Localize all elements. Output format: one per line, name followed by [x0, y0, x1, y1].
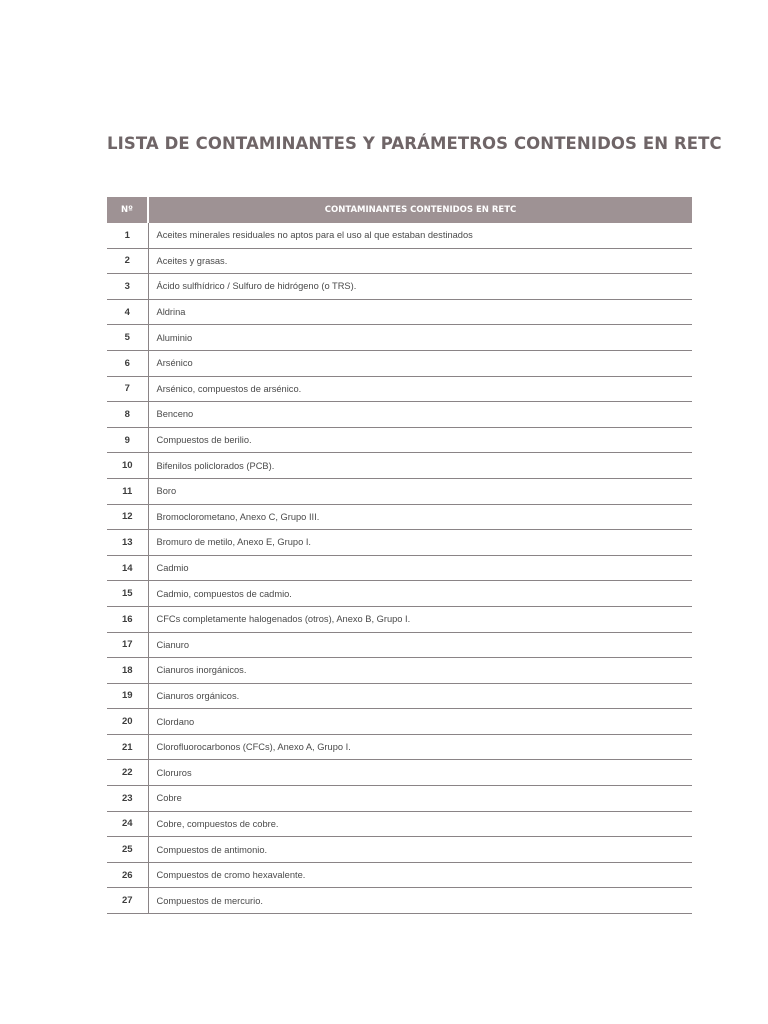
table-row: [107, 632, 692, 658]
table-row: [107, 350, 692, 376]
pollutant-name: Compuestos de berilio.: [148, 427, 692, 453]
row-number: 6: [107, 350, 148, 376]
row-number: 18: [107, 658, 148, 684]
table-row: [107, 555, 692, 581]
table-row: [107, 606, 692, 632]
table-body: [107, 223, 692, 914]
pollutant-name: Cadmio: [148, 555, 692, 581]
table-row: [107, 427, 692, 453]
pollutant-name: Cianuros orgánicos.: [148, 683, 692, 709]
table-row: [107, 658, 692, 684]
pollutant-name: Compuestos de cromo hexavalente.: [148, 862, 692, 888]
row-number: 11: [107, 478, 148, 504]
row-number: 7: [107, 376, 148, 402]
header-number: Nº: [107, 197, 148, 223]
pollutant-name: Compuestos de antimonio.: [148, 837, 692, 863]
table-row: [107, 734, 692, 760]
pollutant-name: Boro: [148, 478, 692, 504]
row-number: 25: [107, 837, 148, 863]
table-row: [107, 709, 692, 735]
pollutant-name: Bromuro de metilo, Anexo E, Grupo I.: [148, 530, 692, 556]
table-row: [107, 376, 692, 402]
pollutant-name: Compuestos de mercurio.: [148, 888, 692, 914]
row-number: 26: [107, 862, 148, 888]
table-row: [107, 402, 692, 428]
table-row: [107, 683, 692, 709]
table-row: [107, 223, 692, 248]
table-row: [107, 837, 692, 863]
table-row: [107, 786, 692, 812]
row-number: 15: [107, 581, 148, 607]
table-row: [107, 325, 692, 351]
row-number: 16: [107, 606, 148, 632]
pollutant-name: Aldrina: [148, 299, 692, 325]
pollutant-name: Clorofluorocarbonos (CFCs), Anexo A, Grupo I.: [148, 734, 692, 760]
table-row: [107, 478, 692, 504]
table-header: [107, 197, 692, 223]
pollutant-name: Arsénico, compuestos de arsénico.: [148, 376, 692, 402]
pollutant-name: Arsénico: [148, 350, 692, 376]
row-number: 8: [107, 402, 148, 428]
pollutant-name: Aceites y grasas.: [148, 248, 692, 274]
table-row: [107, 453, 692, 479]
pollutant-name: Cobre: [148, 786, 692, 812]
pollutant-name: Cloruros: [148, 760, 692, 786]
row-number: 9: [107, 427, 148, 453]
table-row: [107, 299, 692, 325]
table-row: [107, 248, 692, 274]
page-title: LISTA DE CONTAMINANTES Y PARÁMETROS CONTENIDOS EN RETC: [107, 134, 722, 153]
row-number: 23: [107, 786, 148, 812]
row-number: 19: [107, 683, 148, 709]
pollutant-name: Benceno: [148, 402, 692, 428]
row-number: 20: [107, 709, 148, 735]
row-number: 27: [107, 888, 148, 914]
row-number: 13: [107, 530, 148, 556]
table-row: [107, 504, 692, 530]
table-row: [107, 888, 692, 914]
table-row: [107, 811, 692, 837]
row-number: 12: [107, 504, 148, 530]
pollutant-name: Bromoclorometano, Anexo C, Grupo III.: [148, 504, 692, 530]
row-number: 10: [107, 453, 148, 479]
pollutant-name: Bifenilos policlorados (PCB).: [148, 453, 692, 479]
row-number: 24: [107, 811, 148, 837]
pollutant-name: Cianuros inorgánicos.: [148, 658, 692, 684]
header-pollutant: CONTAMINANTES CONTENIDOS EN RETC: [148, 197, 692, 223]
table-row: [107, 760, 692, 786]
pollutant-name: CFCs completamente halogenados (otros), Anexo B, Grupo I.: [148, 606, 692, 632]
header-row: [107, 197, 692, 223]
row-number: 17: [107, 632, 148, 658]
row-number: 1: [107, 223, 148, 248]
pollutant-name: Cianuro: [148, 632, 692, 658]
pollutant-name: Clordano: [148, 709, 692, 735]
row-number: 3: [107, 274, 148, 300]
pollutants-table: [107, 197, 692, 914]
pollutant-name: Ácido sulfhídrico / Sulfuro de hidrógeno (o TRS).: [148, 274, 692, 300]
pollutant-name: Aluminio: [148, 325, 692, 351]
row-number: 22: [107, 760, 148, 786]
row-number: 2: [107, 248, 148, 274]
table-row: [107, 862, 692, 888]
row-number: 5: [107, 325, 148, 351]
table-row: [107, 530, 692, 556]
table-row: [107, 274, 692, 300]
row-number: 4: [107, 299, 148, 325]
row-number: 14: [107, 555, 148, 581]
table-row: [107, 581, 692, 607]
pollutant-name: Aceites minerales residuales no aptos para el uso al que estaban destinados: [148, 223, 692, 248]
row-number: 21: [107, 734, 148, 760]
pollutant-name: Cadmio, compuestos de cadmio.: [148, 581, 692, 607]
pollutant-name: Cobre, compuestos de cobre.: [148, 811, 692, 837]
